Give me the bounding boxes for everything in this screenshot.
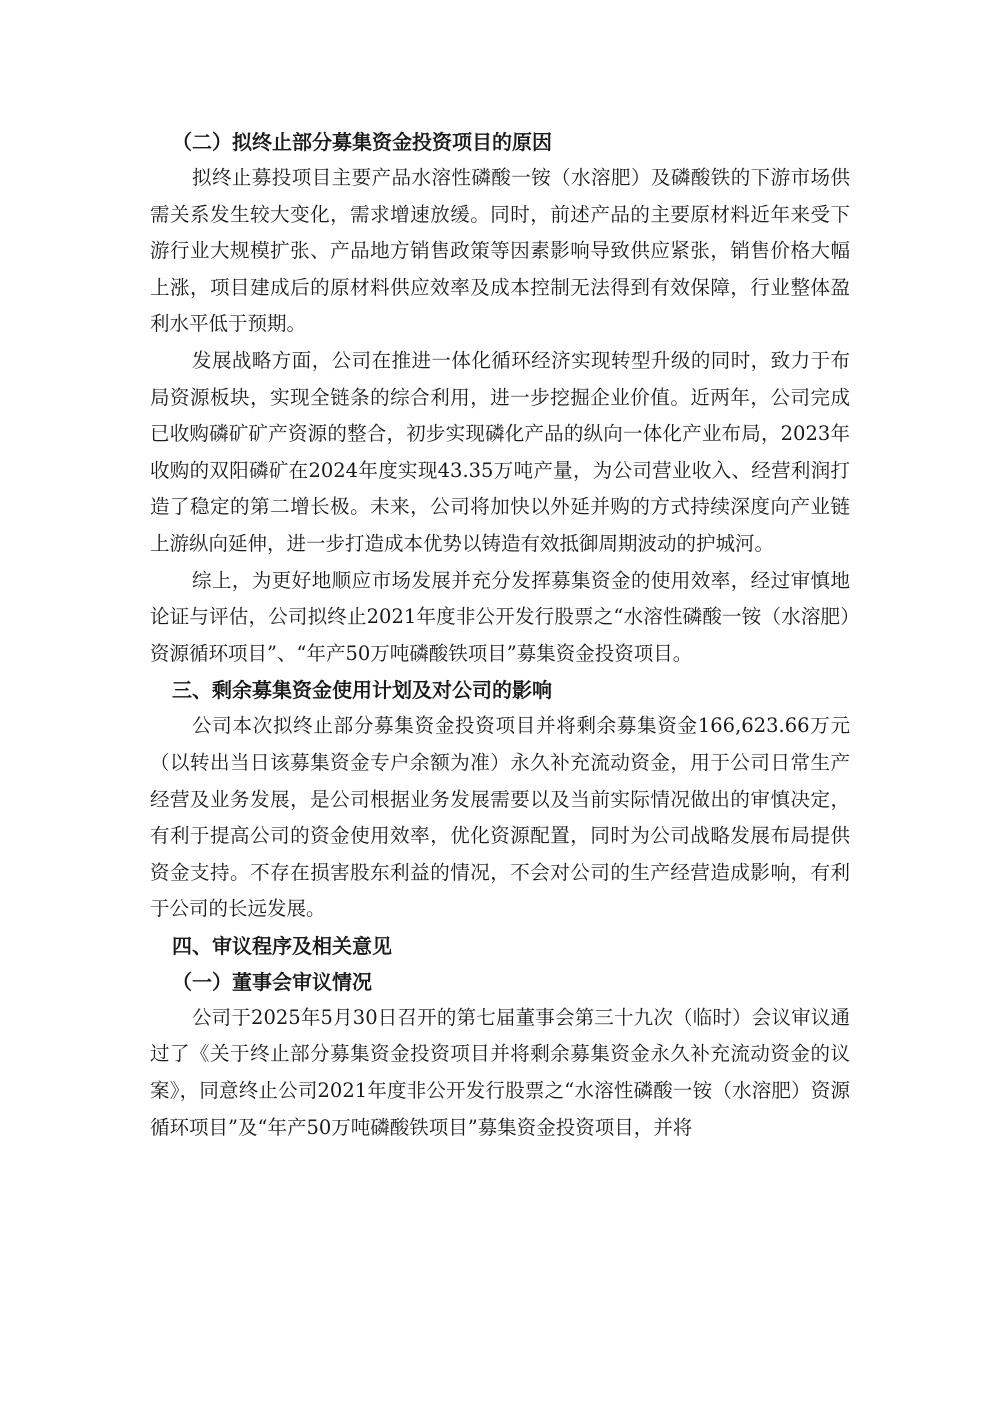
paragraph-conclusion: 综上，为更好地顺应市场发展并充分发挥募集资金的使用效率，经过审慎地论证与评估，公司拟终止2021年度非公开发行股票之“水溶性磷酸一铵（水溶肥）资源循环项目”、“年产50万吨磷酸铁项目”募集资金投资项目。 <box>150 568 850 665</box>
paragraph-development-strategy: 发展战略方面，公司在推进一体化循环经济实现转型升级的同时，致力于布局资源板块，实现全链条的综合利用，进一步挖掘企业价值。近两年，公司完成已收购磷矿矿产资源的整合，初步实现磷化产品的纵向一体化产业布局，2023年收购的双阳磷矿在2024年度实现43.35万吨产量，为公司营业收入、经营利润打造了稳定的第二增长极。未来，公司将加快以外延并购的方式持续深度向产业链上游纵向延伸，进一步打造成本优势以铸造有效抵御周期波动的护城河。 <box>150 348 850 555</box>
paragraph-board-review: 公司于2025年5月30日召开的第七届董事会第三十九次（临时）会议审议通过了《关于终止部分募集资金投资项目并将剩余募集资金永久补充流动资金的议案》，同意终止公司2021年度非公开发行股票之“水溶性磷酸一铵（水溶肥）资源循环项目”及“年产50万吨磷酸铁项目”募集资金投资项目，并将 <box>150 1005 850 1139</box>
section-heading-remaining-funds: 三、剩余募集资金使用计划及对公司的影响 <box>172 678 552 703</box>
subsection-heading-board-review: （一）董事会审议情况 <box>172 969 372 994</box>
paragraph-remaining-funds-plan: 公司本次拟终止部分募集资金投资项目并将剩余募集资金166,623.66万元（以转出当日该募集资金专户余额为准）永久补充流动资金，用于公司日常生产经营及业务发展，是公司根据业务发展需要以及当前实际情况做出的审慎决定，有利于提高公司的资金使用效率，优化资源配置，同时为公司战略发展布局提供资金支持。不存在损害股东利益的情况，不会对公司的生产经营造成影响，有利于公司的长远发展。 <box>150 714 850 921</box>
document-page <box>150 124 850 1146</box>
section-heading-review-procedure: 四、审议程序及相关意见 <box>172 933 392 958</box>
paragraph-market-changes: 拟终止募投项目主要产品水溶性磷酸一铵（水溶肥）及磷酸铁的下游市场供需关系发生较大变化，需求增速放缓。同时，前述产品的主要原材料近年来受下游行业大规模扩张、产品地方销售政策等因素影响导致供应紧张，销售价格大幅上涨，项目建成后的原材料供应效率及成本控制无法得到有效保障，行业整体盈利水平低于预期。 <box>150 166 850 336</box>
section-heading-reasons: （二）拟终止部分募集资金投资项目的原因 <box>172 130 552 154</box>
